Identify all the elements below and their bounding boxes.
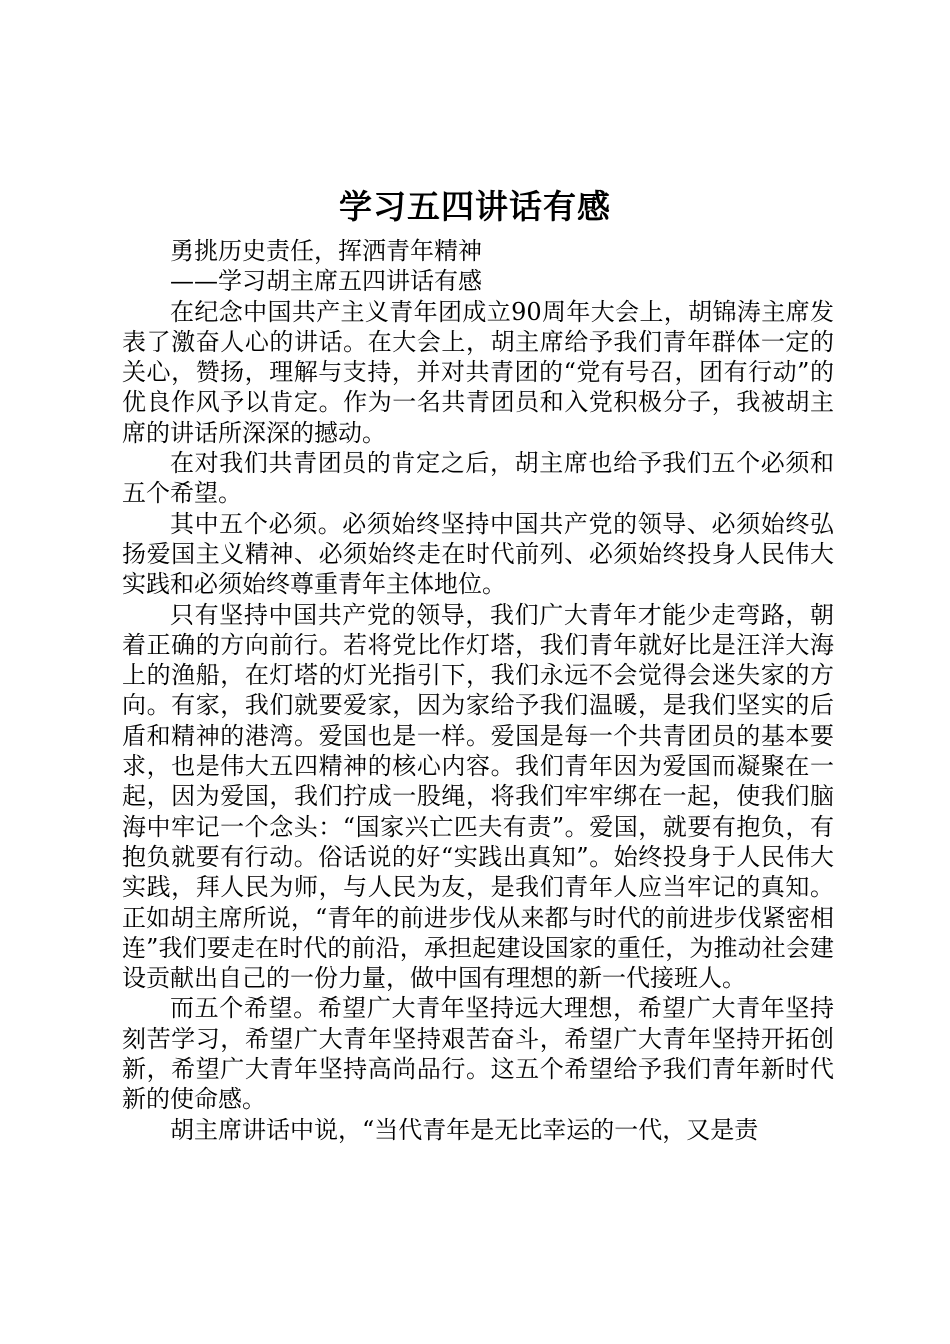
byline: ——学习胡主席五四讲话有感	[170, 267, 482, 296]
paragraph: 只有坚持中国共产党的领导，我们广大青年才能少走弯路，朝着正确的方向前行。若将党比作灯塔，我们青年就好比是汪洋大海上的渔船，在灯塔的灯光指引下，我们永远不会觉得会迷失家的方向。有家，我们就要爱家，因为家给予我们温暖，是我们坚实的后盾和精神的港湾。爱国也是一样。爱国是每一个共青团员的基本要求，也是伟大五四精神的核心内容。我们青年因为爱国而凝聚在一起，因为爱国，我们拧成一股绳，将我们牢牢绑在一起，使我们脑海中牢记一个念头：“国家兴亡匹夫有责”。爱国，就要有抱负，有抱负就要有行动。俗话说的好“实践出真知”。始终投身于人民伟大实践，拜人民为师，与人民为友，是我们青年人应当牢记的真知。正如胡主席所说，“青年的前进步伐从来都与时代的前进步伐紧密相连”我们要走在时代的前沿，承担起建设国家的重任，为推动社会建设贡献出自己的一份力量，做中国有理想的新一代接班人。	[122, 600, 834, 993]
paragraph: 在对我们共青团员的肯定之后，胡主席也给予我们五个必须和五个希望。	[122, 449, 834, 508]
paragraph: 胡主席讲话中说，“当代青年是无比幸运的一代，又是责	[170, 1115, 759, 1144]
paragraph: 在纪念中国共产主义青年团成立90周年大会上，胡锦涛主席发表了激奋人心的讲话。在大会上，胡主席给予我们青年群体一定的关心，赞扬，理解与支持，并对共青团的“党有号召，团有行动”的优良作风予以肯定。作为一名共青团员和入党积极分子，我被胡主席的讲话所深深的撼动。	[122, 297, 834, 447]
document-body	[122, 236, 834, 1145]
paragraph: 而五个希望。希望广大青年坚持远大理想，希望广大青年坚持刻苦学习，希望广大青年坚持艰苦奋斗，希望广大青年坚持开拓创新，希望广大青年坚持高尚品行。这五个希望给予我们青年新时代新的使命感。	[122, 994, 834, 1114]
subtitle-line: 勇挑历史责任，挥洒青年精神	[170, 237, 482, 265]
paragraph: 其中五个必须。必须始终坚持中国共产党的领导、必须始终弘扬爱国主义精神、必须始终走在时代前列、必须始终投身人民伟大实践和必须始终尊重青年主体地位。	[122, 509, 834, 599]
document-title: 学习五四讲话有感	[339, 187, 611, 226]
